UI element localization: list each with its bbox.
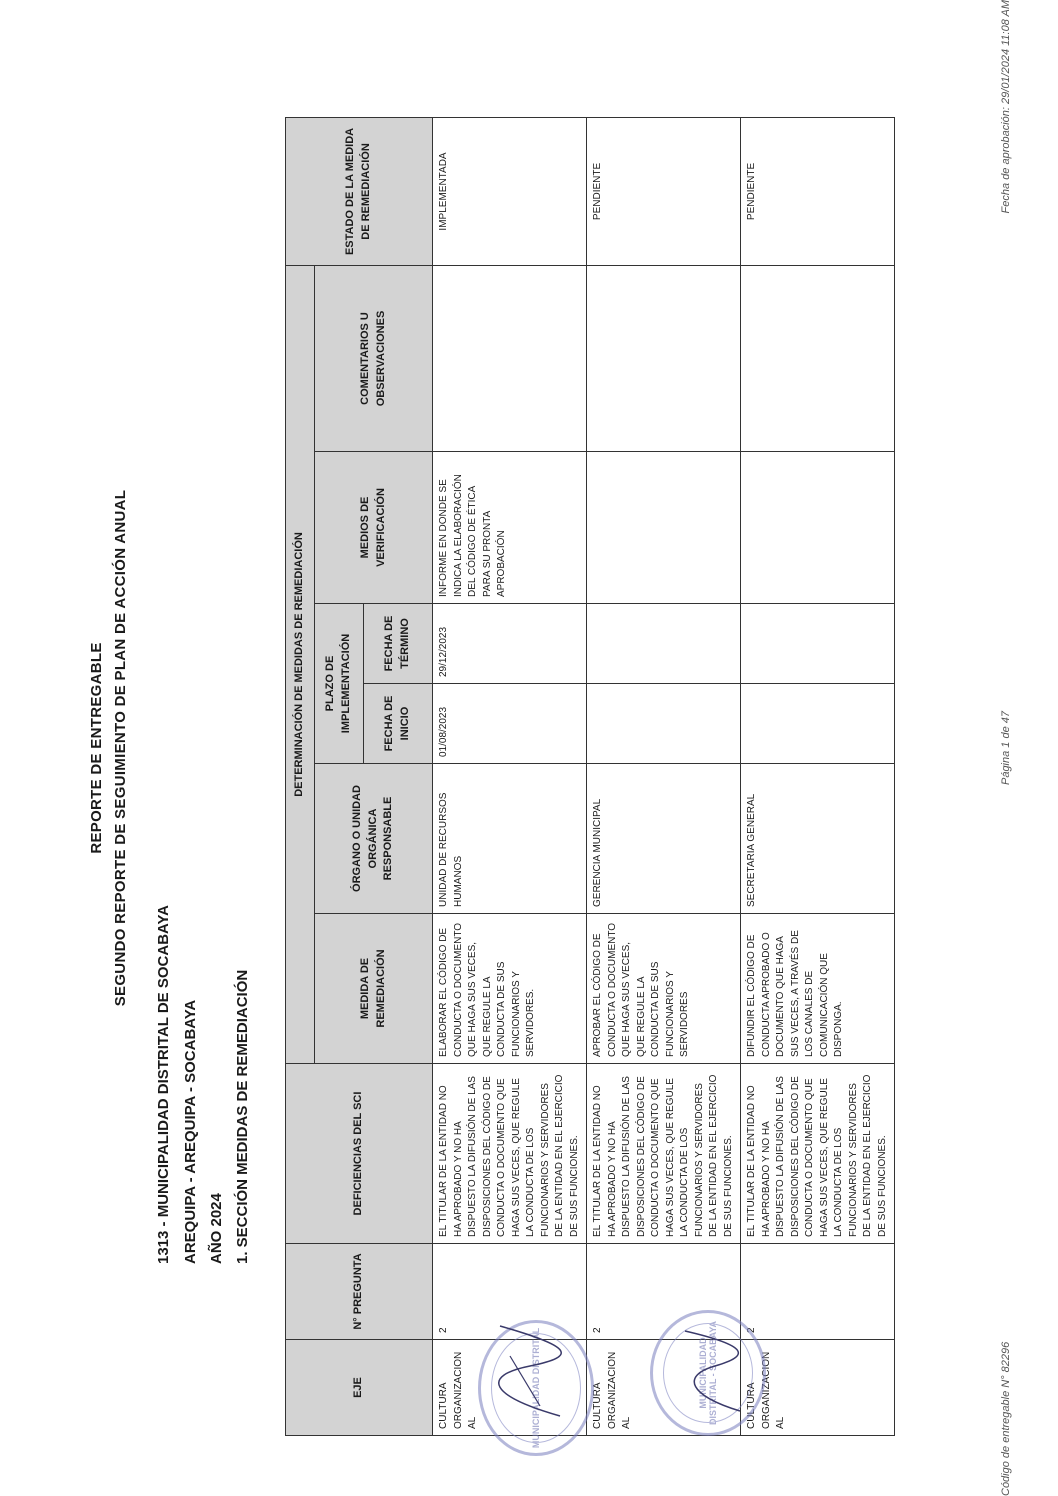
cell-organo: UNIDAD DE RECURSOS HUMANOS <box>433 764 587 914</box>
header-eje: EJE <box>286 1340 433 1436</box>
cell-medios <box>587 452 741 604</box>
report-subtitle: SEGUNDO REPORTE DE SEGUIMIENTO DE PLAN DE ACCIÓN ANUAL <box>112 489 129 1007</box>
cell-pregunta: 2 <box>741 1244 895 1340</box>
table-row <box>741 117 895 1435</box>
cell-pregunta: 2 <box>587 1244 741 1340</box>
cell-estado: PENDIENTE <box>587 117 741 265</box>
cell-fecha-termino <box>587 604 741 684</box>
cell-eje: CULTURA ORGANIZACION AL <box>741 1340 895 1436</box>
cell-fecha-inicio: 01/08/2023 <box>433 684 587 764</box>
table-row <box>433 117 587 1435</box>
cell-deficiencia: EL TITULAR DE LA ENTIDAD NO HA APROBADO Y NO HA DISPUESTO LA DIFUSIÓN DE LAS DISPOSICIONES DEL CÓDIGO DE CONDUCTA O DOCUMENTO QUE HAGA SUS VECES, QUE REGULE LA CONDUCTA DE LOS FUNCIONARIOS Y SERVIDORES DE LA ENTIDAD EN EL EJERCICIO DE SUS FUNCIONES. <box>433 1064 587 1244</box>
cell-comentarios <box>433 265 587 451</box>
header-plazo: PLAZO DE IMPLEMENTACIÓN <box>315 604 364 764</box>
cell-medida: APROBAR EL CÓDIGO DE CONDUCTA O DOCUMENTO QUE HAGA SUS VECES, QUE REGULE LA CONDUCTA DE SUS FUNCIONARIOS Y SERVIDORES <box>587 914 741 1064</box>
header-fecha-inicio: FECHA DE INICIO <box>364 684 433 764</box>
cell-medios: INFORME EN DONDE SE INDICA LA ELABORACIÓN DEL CÓDIGO DE ÉTICA PARA SU PRONTA APROBACIÓN <box>433 452 587 604</box>
table-row <box>587 117 741 1435</box>
remediation-table <box>285 117 895 1436</box>
cell-medida: DIFUNDIR EL CÓDIGO DE CONDUCTA APROBADO O DOCUMENTO QUE HAGA SUS VECES, A TRAVÉS DE LOS CANALES DE COMUNICACIÓN QUE DISPONGA. <box>741 914 895 1064</box>
cell-fecha-termino: 29/12/2023 <box>433 604 587 684</box>
cell-eje: CULTURA ORGANIZACION AL <box>433 1340 587 1436</box>
signature-mark <box>660 1321 760 1421</box>
footer-approval-date: Fecha de aprobación: 29/01/2024 11:08 AM <box>1000 0 1012 214</box>
cell-eje: CULTURA ORGANIZACION AL <box>587 1340 741 1436</box>
header-fecha-termino: FECHA DE TÉRMINO <box>364 604 433 684</box>
report-year: AÑO 2024 <box>208 1193 225 1264</box>
header-deficiencias: DEFICIENCIAS DEL SCI <box>286 1064 433 1244</box>
entity-name: 1313 - MUNICIPALIDAD DISTRITAL DE SOCABAYA <box>155 905 172 1264</box>
header-pregunta: N° PREGUNTA <box>286 1244 433 1340</box>
cell-deficiencia: EL TITULAR DE LA ENTIDAD NO HA APROBADO Y NO HA DISPUESTO LA DIFUSIÓN DE LAS DISPOSICIONES DEL CÓDIGO DE CONDUCTA O DOCUMENTO QUE HAGA SUS VECES, QUE REGULE LA CONDUCTA DE LOS FUNCIONARIOS Y SERVIDORES DE LA ENTIDAD EN EL EJERCICIO DE SUS FUNCIONES. <box>587 1064 741 1244</box>
section-title: 1. SECCIÓN MEDIDAS DE REMEDIACIÓN <box>234 969 251 1264</box>
footer-deliverable-code: Código de entregable N° 82296 <box>1000 1341 1012 1496</box>
seal-text: MUNICIPALIDAD DISTRITAL <box>531 1327 541 1449</box>
cell-fecha-termino <box>741 604 895 684</box>
cell-medida: ELABORAR EL CÓDIGO DE CONDUCTA O DOCUMENTO QUE HAGA SUS VECES, QUE REGULE LA CONDUCTA DE SUS FUNCIONARIOS Y SERVIDORES. <box>433 914 587 1064</box>
header-medios: MEDIOS DE VERIFICACIÓN <box>315 452 433 604</box>
cell-fecha-inicio <box>741 684 895 764</box>
footer-page-number: Página 1 de 47 <box>1000 711 1012 786</box>
header-organo: ÓRGANO O UNIDAD ORGÁNICA RESPONSABLE <box>315 764 433 914</box>
seal-text: MUNICIPALIDAD DISTRITAL - SOCABAYA <box>698 1321 718 1426</box>
cell-estado: PENDIENTE <box>741 117 895 265</box>
signature-mark <box>470 1316 580 1426</box>
header-group-determinacion: DETERMINACIÓN DE MEDIDAS DE REMEDIACIÓN <box>286 265 315 1063</box>
cell-medios <box>741 452 895 604</box>
entity-location: AREQUIPA - AREQUIPA - SOCABAYA <box>182 999 199 1264</box>
report-title: REPORTE DE ENTREGABLE <box>88 642 105 854</box>
cell-fecha-inicio <box>587 684 741 764</box>
header-medida: MEDIDA DE REMEDIACIÓN <box>315 914 433 1064</box>
cell-organo: SECRETARIA GENERAL <box>741 764 895 914</box>
cell-comentarios <box>587 265 741 451</box>
cell-pregunta: 2 <box>433 1244 587 1340</box>
header-estado: ESTADO DE LA MEDIDA DE REMEDIACIÓN <box>286 117 433 265</box>
cell-deficiencia: EL TITULAR DE LA ENTIDAD NO HA APROBADO Y NO HA DISPUESTO LA DIFUSIÓN DE LAS DISPOSICIONES DEL CÓDIGO DE CONDUCTA O DOCUMENTO QUE HAGA SUS VECES, QUE REGULE LA CONDUCTA DE LOS FUNCIONARIOS Y SERVIDORES DE LA ENTIDAD EN EL EJERCICIO DE SUS FUNCIONES. <box>741 1064 895 1244</box>
cell-estado: IMPLEMENTADA <box>433 117 587 265</box>
cell-comentarios <box>741 265 895 451</box>
header-comentarios: COMENTARIOS U OBSERVACIONES <box>315 265 433 451</box>
cell-organo: GERENCIA MUNICIPAL <box>587 764 741 914</box>
